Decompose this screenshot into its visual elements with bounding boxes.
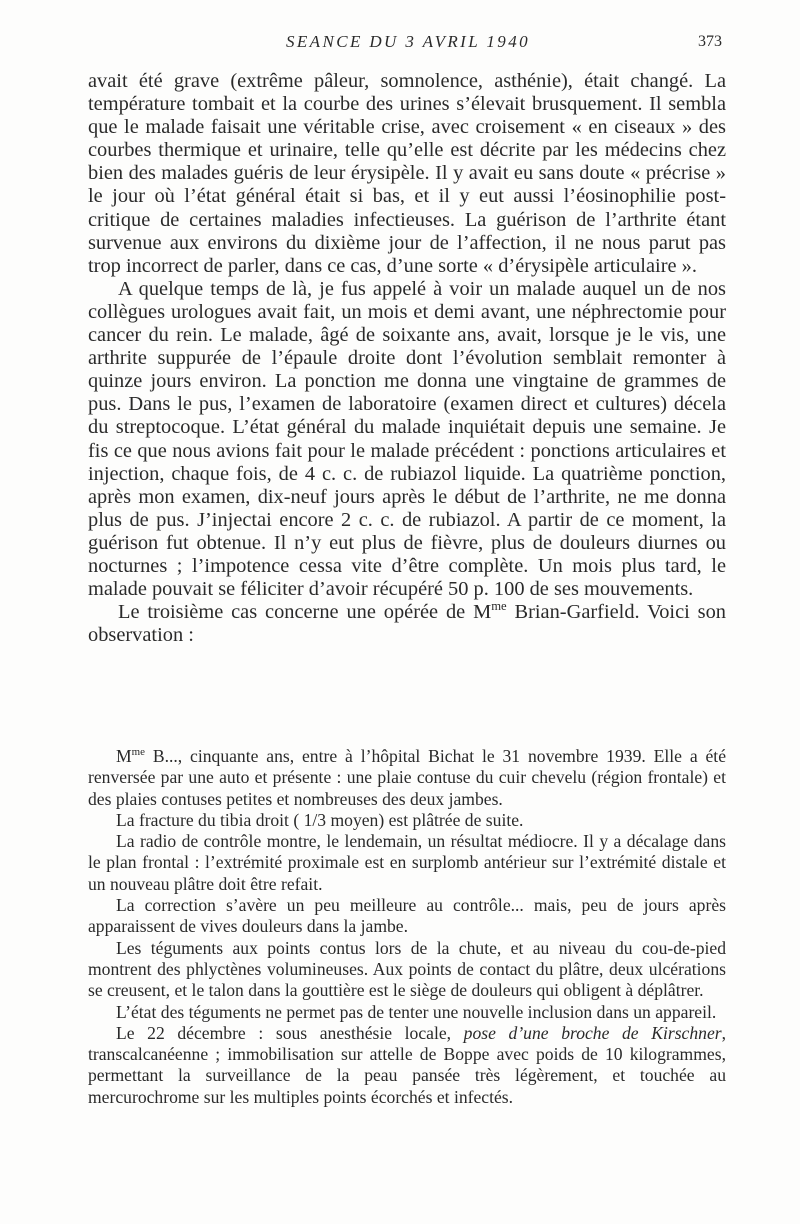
observation-paragraph-3: La radio de contrôle montre, le lendemain, un résultat médiocre. Il y a décalage dans le plan frontal : l’extrémité proximale est en surplomb antérieur sur l’extrémité distale et un nouveau plâtre doit être refait. bbox=[88, 831, 726, 894]
running-head bbox=[88, 32, 722, 56]
obs-p7-start: Le 22 décembre : sous anesthésie locale, bbox=[116, 1022, 464, 1043]
paragraph-3 bbox=[88, 601, 726, 647]
observation-paragraph-6: L’état des téguments ne permet pas de tenter une nouvelle inclusion dans un appareil. bbox=[116, 1001, 717, 1022]
obs-p7-italic: pose d’une broche de Kirschner bbox=[463, 1022, 722, 1043]
observation-paragraph-5: Les téguments aux points contus lors de la chute, et au niveau du cou-de-pied montrent des phlyctènes volumineuses. Aux points de contact du plâtre, deux ulcérations se creusent, et le talon dans la gouttière est le siège de douleurs qui obligent à déplâtrer. bbox=[88, 937, 726, 1001]
obs-m: M bbox=[116, 746, 132, 766]
observation-block bbox=[88, 746, 726, 1108]
obs-p7-end: , transcalcanéenne ; immobilisation sur attelle de Boppe avec poids de 10 kilogrammes, permettant la surveillance de la peau pansée très légèrement, et touchée au mercurochrome sur les multiples points écorchés et infectés. bbox=[88, 1022, 727, 1107]
title-abbrev-sup: me bbox=[491, 599, 507, 614]
page-number: 373 bbox=[698, 33, 722, 50]
obs-title-sup: me bbox=[131, 746, 145, 759]
paragraph-2: A quelque temps de là, je fus appelé à voir un malade auquel un de nos collègues urologues avait fait, un mois et demi avant, une néphrectomie pour cancer du rein. Le malade, âgé de soixante ans, avait, lorsque je le vis, une arthrite suppurée de l’épaule droite dont l’évolution semblait remonter à quinze jours environ. La ponction me donna une vingtaine de grammes de pus. Dans le pus, l’examen de laboratoire (examen direct et cultures) décela du streptocoque. L’état général du malade inquiétait depuis une semaine. Je fis ce que nous avions fait pour le malade précédent : ponctions articulaires et injection, chaque fois, de 4 c. c. de rubiazol liquide. La quatrième ponction, après mon examen, dix-neuf jours après le début de l’arthrite, ne me donna plus de pus. J’injectai encore 2 c. c. de rubiazol. A partir de ce moment, la guérison fut obtenue. Il n’y eut plus de fièvre, plus de douleurs diurnes ou nocturnes ; l’impotence cessa vite d’être complète. Un mois plus tard, le malade pouvait se féliciter d’avoir récupéré 50 p. 100 de ses mouvements. bbox=[88, 277, 726, 601]
observation-paragraph-2: La fracture du tibia droit ( 1/3 moyen) est plâtrée de suite. bbox=[116, 809, 524, 830]
observation-paragraph-7 bbox=[88, 1023, 726, 1108]
observation-paragraph-4: La correction s’avère un peu meilleure au contrôle... mais, peu de jours après apparaissent de vives douleurs dans la jambe. bbox=[88, 895, 726, 937]
paragraph-3-end: Brian-Garfield. Voici son observation : bbox=[88, 601, 726, 647]
running-title: SEANCE DU 3 AVRIL 1940 bbox=[286, 32, 530, 51]
paragraph-3-start: Le troisième cas concerne une opérée de M bbox=[118, 601, 492, 624]
observation-paragraph-1 bbox=[88, 746, 726, 810]
paragraph-1: avait été grave (extrême pâleur, somnolence, asthénie), était changé. La température tombait et la courbe des urines s’élevait brusquement. Il sembla que le malade faisait une véritable crise, avec croisement « en ciseaux » des courbes thermique et urinaire, telle qu’elle est décrite par les médecins chez bien des malades guéris de leur érysipèle. Il y avait eu sans doute « précrise » le jour où l’état général était si bas, et il y eut aussi l’éosinophilie post-critique de certaines maladies infectieuses. La guérison de l’arthrite étant survenue aux environs du dixième jour de l’affection, il ne nous parut pas trop incorrect de parler, dans ce cas, d’une sorte « d’érysipèle articulaire ». bbox=[88, 70, 726, 277]
body-text bbox=[88, 70, 726, 647]
obs-p1-rest: B..., cinquante ans, entre à l’hôpital Bichat le 31 novembre 1939. Elle a été renversée par une auto et présente : une plaie contuse du cuir chevelu (région frontale) et des plaies contuses petites et nombreuses des deux jambes. bbox=[88, 746, 726, 809]
